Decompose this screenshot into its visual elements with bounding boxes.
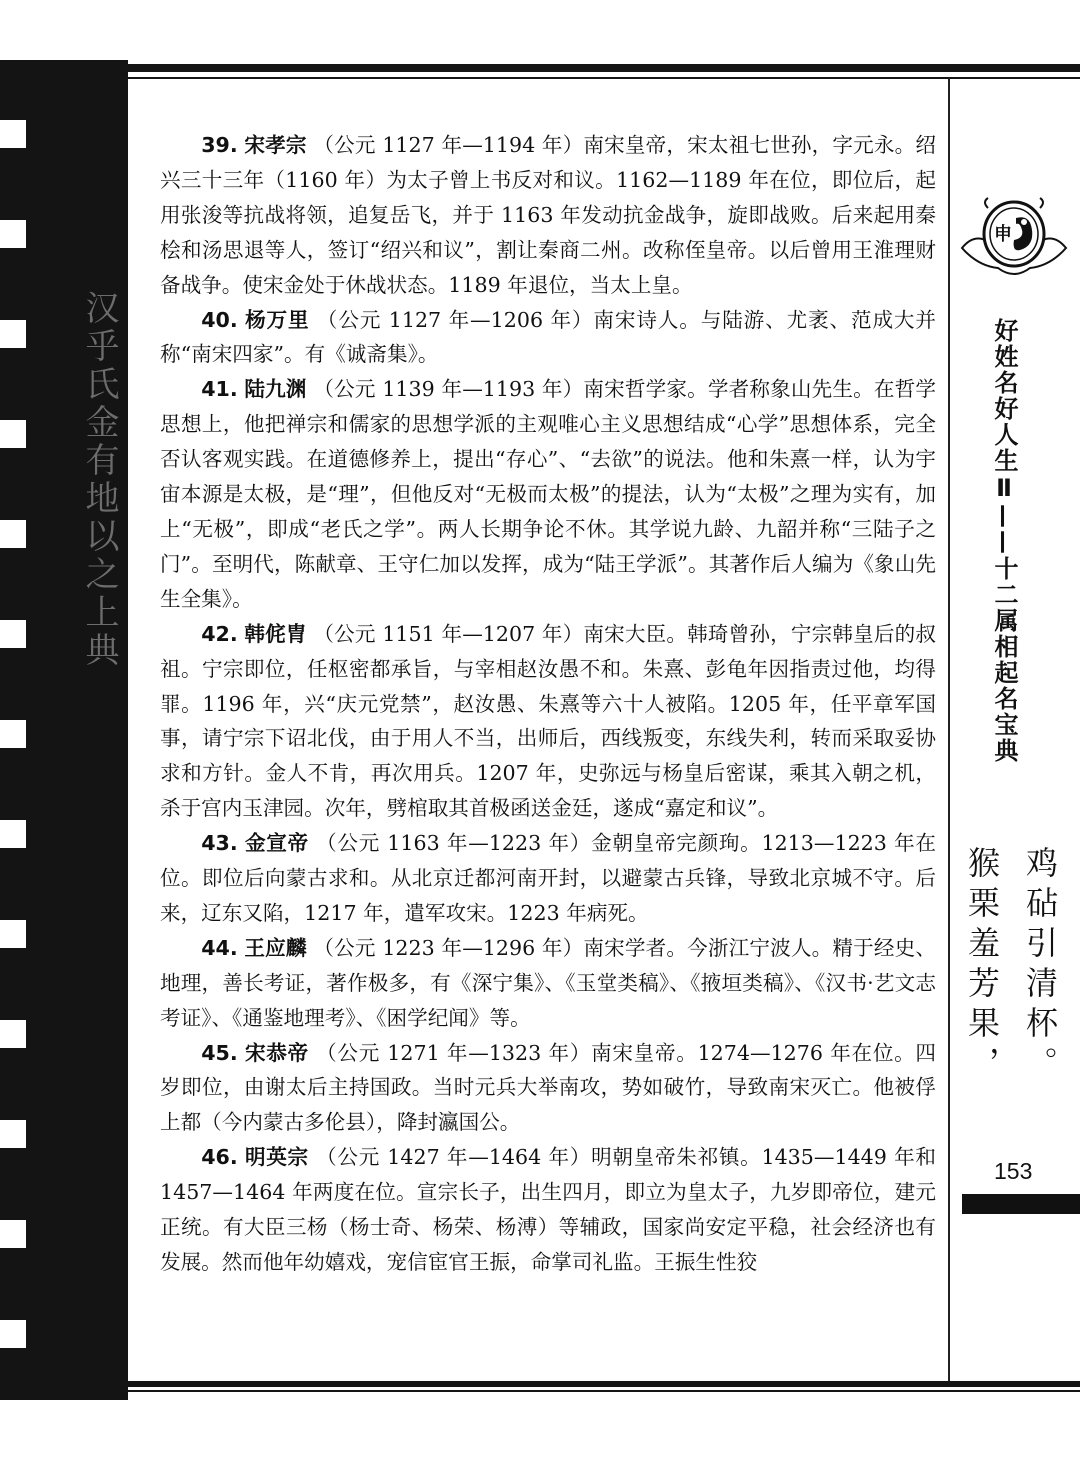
film-hole	[0, 1320, 26, 1348]
entry-number: 43.	[201, 831, 238, 856]
entry-paragraph	[160, 826, 936, 931]
film-hole	[0, 1020, 26, 1048]
entry-number: 46.	[201, 1145, 238, 1170]
film-strip-decoration	[0, 60, 128, 1400]
bottom-rule-thin	[120, 1390, 1080, 1392]
entry-body: （公元 1223 年—1296 年）南宋学者。今浙江宁波人。精于经史、地理，善长考证，著作极多，有《深宁集》、《玉堂类稿》、《掖垣类稿》、《汉书·艺文志考证》、《通鉴地理考》、《困学纪闻》等。	[160, 935, 937, 1030]
column-divider	[948, 78, 950, 1383]
entry-body: （公元 1151 年—1207 年）南宋大臣。韩琦曾孙，宁宗韩皇后的叔祖。宁宗即位，任枢密都承旨，与宰相赵汝愚不和。朱熹、彭龟年因指责过他，均得罪。1196 年，兴“庆元党禁”，赵汝愚、朱熹等六十人被陷。1205 年，任平章军国事，请宁宗下诏北伐，由于用人不当，出师后，西线叛变，东线失利，转而采取妥协求和方针。金人不肯，再次用兵。1207 年，史弥远与杨皇后密谋，乘其入朝之机，杀于宫内玉津园。次年，劈棺取其首极函送金廷，遂成“嘉定和议”。	[160, 621, 937, 821]
top-rule	[120, 64, 1080, 72]
film-hole	[0, 720, 26, 748]
film-hole	[0, 1220, 26, 1248]
svg-text:申: 申	[994, 224, 1012, 245]
entry-body: （公元 1427 年—1464 年）明朝皇帝朱祁镇。1435—1449 年和1457—1464 年两度在位。宣宗长子，出生四月，即立为皇太子，九岁即帝位，建元正统。有大臣三杨（杨士奇、杨荣、杨溥）等辅政，国家尚安定平稳，社会经济也有发展。然而他年幼嬉戏，宠信宦官王振，命掌司礼监。王振生性狡	[160, 1145, 937, 1274]
film-hole	[0, 820, 26, 848]
page-number: 153	[994, 1158, 1033, 1184]
entry-name: 明英宗	[244, 1145, 309, 1170]
entry-number: 40.	[201, 307, 238, 332]
film-hole	[0, 320, 26, 348]
entry-paragraph	[160, 303, 936, 373]
film-hole	[0, 420, 26, 448]
entry-body: （公元 1271 年—1323 年）南宋皇帝。1274—1276 年在位。四岁即位，由谢太后主持国政。当时元兵大举南攻，势如破竹，导致南宋灭亡。他被俘上都（今内蒙古多伦县），降封瀛国公。	[160, 1040, 937, 1135]
seal-script-text: 汉乎氏金有地以之上典	[79, 290, 119, 670]
entry-name: 宋恭帝	[244, 1040, 309, 1065]
poem-line: 鸡砧引清杯。	[1021, 846, 1059, 1086]
film-hole	[0, 920, 26, 948]
main-text	[160, 128, 936, 1280]
entry-number: 45.	[201, 1040, 238, 1065]
entry-number: 44.	[201, 935, 238, 960]
entry-name: 陆九渊	[244, 377, 307, 402]
entry-number: 41.	[201, 377, 238, 402]
entry-body: （公元 1127 年—1206 年）南宋诗人。与陆游、尤袤、范成大并称“南宋四家”。有《诚斋集》。	[160, 307, 936, 367]
bottom-rule	[120, 1381, 1080, 1387]
entry-name: 王应麟	[244, 935, 307, 960]
entry-paragraph	[160, 931, 936, 1036]
entry-paragraph	[160, 617, 936, 826]
entry-body: （公元 1163 年—1223 年）金朝皇帝完颜珣。1213—1223 年在位。即位后向蒙古求和。从北京迁都河南开封，以避蒙古兵锋，导致北京城不守。后来，辽东又陷，1217 年，遣军攻宋。1223 年病死。	[160, 831, 937, 925]
top-rule-thin	[120, 77, 1080, 79]
film-hole	[0, 1120, 26, 1148]
entry-body: （公元 1127 年—1194 年）南宋皇帝，宋太祖七世孙，字元永。绍兴三十三年（1160 年）为太子曾上书反对和议。1162—1189 年在位，即位后，起用张浚等抗战将领，追复岳飞，并于 1163 年发动抗金战争，旋即战败。后来起用秦桧和汤思退等人，签订“绍兴和议”，割让秦商二州。改称侄皇帝。以后曾用王淮理财备战争。使宋金处于休战状态。1189 年退位，当太上皇。	[160, 133, 937, 297]
page-tab-marker	[962, 1194, 1080, 1214]
entry-name: 杨万里	[245, 307, 310, 332]
entry-paragraph	[160, 128, 936, 303]
film-hole	[0, 520, 26, 548]
entry-number: 39.	[201, 133, 238, 157]
film-hole	[0, 620, 26, 648]
monkey-emblem-icon	[958, 188, 1070, 284]
entry-paragraph	[160, 372, 936, 616]
entry-name: 宋孝宗	[244, 133, 307, 157]
entry-name: 韩侂胄	[244, 621, 307, 646]
book-title: 好姓名好人生Ⅱ——十二属相起名宝典	[990, 318, 1018, 764]
film-hole	[0, 220, 26, 248]
entry-paragraph	[160, 1036, 936, 1141]
poem-line: 猴栗羞芳果，	[963, 846, 1001, 1086]
entry-number: 42.	[201, 621, 238, 646]
entry-name: 金宣帝	[244, 831, 309, 856]
entry-body: （公元 1139 年—1193 年）南宋哲学家。学者称象山先生。在哲学思想上，他把禅宗和儒家的思想学派的主观唯心主义思想结成“心学”思想体系，完全否认客观实践。在道德修养上，提出“存心”、“去欲”的说法。他和朱熹一样，认为宇宙本源是太极，是“理”，但他反对“无极而太极”的提法，认为“太极”之理为实有，加上“无极”，即成“老氏之学”。两人长期争论不休。其学说九龄、九韶并称“三陆子之门”。至明代，陈献章、王守仁加以发挥，成为“陆王学派”。其著作后人编为《象山先生全集》。	[160, 377, 937, 611]
film-hole	[0, 120, 26, 148]
entry-paragraph	[160, 1140, 936, 1280]
